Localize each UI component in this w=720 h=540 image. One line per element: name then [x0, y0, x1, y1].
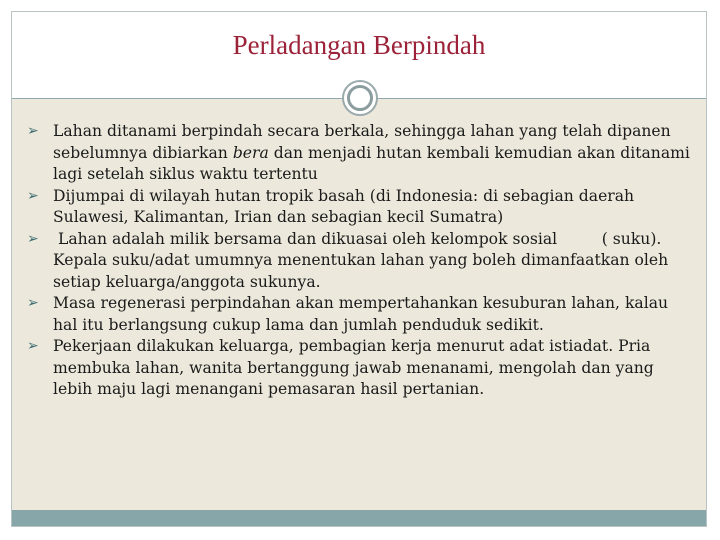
arrow-bullet-icon: ➢ [27, 295, 39, 311]
bullet-text: Lahan adalah milik bersama dan dikuasai oleh kelompok sosial ( suku). Kepala suku/adat umumnya menentukan lahan yang boleh dimanfaatkan oleh setiap keluarga/anggota sukunya. [53, 229, 674, 291]
bullet-item [22, 121, 694, 186]
arrow-bullet-icon: ➢ [27, 187, 39, 204]
bullet-text: Dijumpai di wilayah hutan tropik basah (di Indonesia: di sebagian daerah Sulawesi, Kalimantan, Irian dan sebagian kecil Sumatra) [53, 186, 635, 226]
slide [11, 11, 707, 527]
arrow-bullet-icon: ➢ [27, 123, 39, 139]
divider-circle-ornament [342, 80, 378, 116]
bullet-text: Masa regenerasi perpindahan akan mempertahankan kesuburan lahan, kalau hal itu berlangsung cukup lama dan jumlah penduduk sedikit. [53, 294, 669, 334]
bullet-item [22, 229, 694, 294]
bullet-list [22, 121, 694, 401]
footer-bar [12, 510, 706, 526]
bullet-item [22, 336, 694, 401]
arrow-bullet-icon: ➢ [27, 338, 39, 354]
bullet-italic-term: bera [232, 143, 269, 162]
bullet-item [22, 186, 694, 229]
bullet-text: Lahan ditanami berpindah secara berkala, sehingga lahan yang telah dipanen sebelumnya dibiarkan [53, 122, 671, 162]
slide-title: Perladangan Berpindah [232, 30, 486, 60]
arrow-bullet-icon: ➢ [27, 230, 39, 247]
bullet-item [22, 293, 694, 336]
bullet-text: Pekerjaan dilakukan keluarga, pembagian kerja menurut adat istiadat. Pria membuka lahan, wanita bertanggung jawab menanami, mengolah dan yang lebih maju lagi menangani pemasaran hasil pertanian. [53, 337, 654, 398]
bullet-text-continued: dan menjadi hutan kembali kemudian akan ditanami lagi setelah siklus waktu tertentu [53, 143, 690, 183]
